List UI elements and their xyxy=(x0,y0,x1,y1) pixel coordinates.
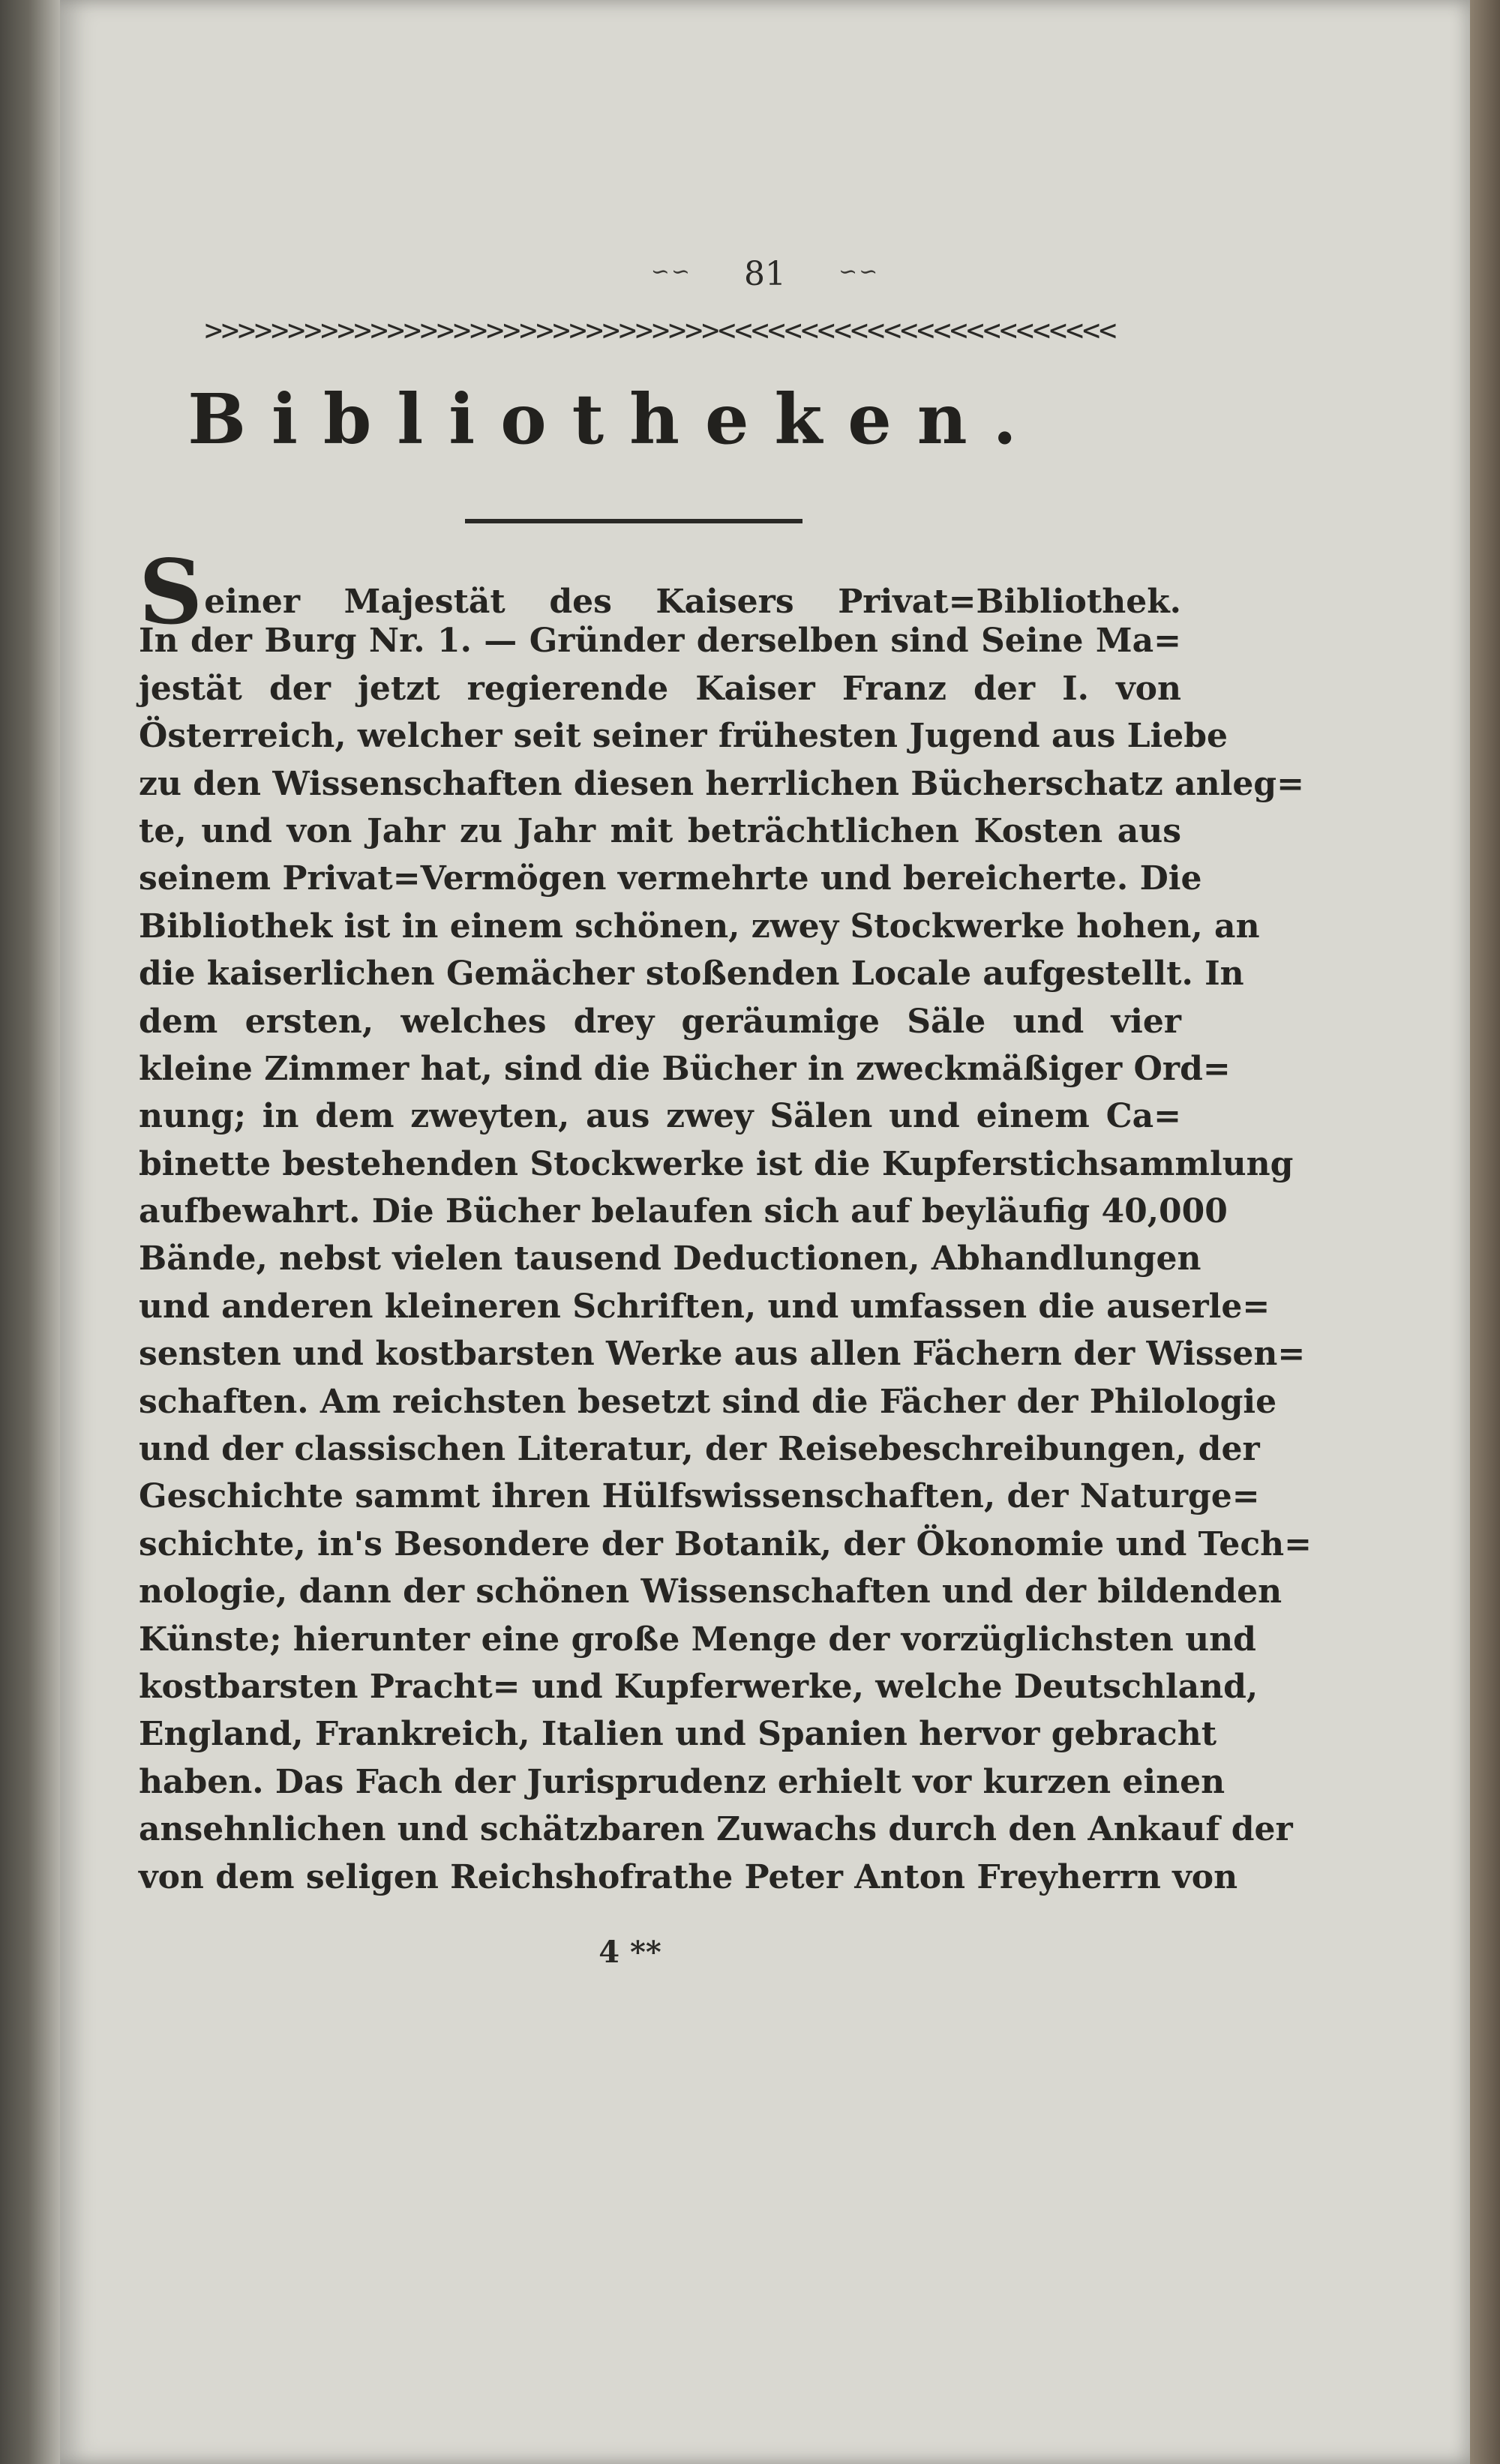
text-line: Seiner Majestät des Kaisers Privat=Bibliothek. xyxy=(139,540,1181,644)
text-line: haben. Das Fach der Jurisprudenz erhielt vor kurzen einen xyxy=(139,1762,1226,1801)
text-line: und der classischen Literatur, der Reisebeschreibungen, der xyxy=(139,1430,1260,1469)
text-line: die kaiserlichen Gemächer stoßenden Locale aufgestellt. In xyxy=(139,955,1244,994)
text-line: nung; in dem zweyten, aus zwey Sälen und einem Ca= xyxy=(139,1097,1181,1136)
page-title: Bibliotheken. xyxy=(188,379,1042,460)
arrow-ornament-rule: >>>>>>>>>>>>>>>>>>>>>>>>>>>>>>><<<<<<<<<<<<<<<<<<<<<<<< xyxy=(204,313,1116,348)
text-line: binette bestehenden Stockwerke ist die Kupferstichsammlung xyxy=(139,1144,1294,1183)
text-line: ansehnlichen und schätzbaren Zuwachs durch den Ankauf der xyxy=(139,1810,1293,1849)
body-text xyxy=(139,540,1312,1901)
title-divider xyxy=(465,519,802,523)
text-line: kleine Zimmer hat, sind die Bücher in zweckmäßiger Ord= xyxy=(139,1049,1231,1088)
text-line: aufbewahrt. Die Bücher belaufen sich auf beyläufig 40,000 xyxy=(139,1192,1228,1231)
header-ornament-right: ∽∽ xyxy=(838,259,880,285)
text-line: Österreich, welcher seit seiner frühesten Jugend aus Liebe xyxy=(139,717,1228,756)
text-line: und anderen kleineren Schriften, und umfassen die auserle= xyxy=(139,1287,1270,1326)
text-line: Künste; hierunter eine große Menge der vorzüglichsten und xyxy=(139,1620,1256,1659)
text-line: schaften. Am reichsten besetzt sind die Fächer der Philologie xyxy=(139,1382,1277,1421)
text-line: In der Burg Nr. 1. — Gründer derselben sind Seine Ma= xyxy=(139,622,1181,661)
text-line: Bände, nebst vielen tausend Deductionen, Abhandlungen xyxy=(139,1239,1202,1278)
page-number: 81 xyxy=(744,255,786,293)
text-line: seinem Privat=Vermögen vermehrte und bereicherte. Die xyxy=(139,859,1202,898)
signature-mark: 4 ** xyxy=(598,1935,662,1970)
text-line: Bibliothek ist in einem schönen, zwey Stockwerke hohen, an xyxy=(139,907,1260,946)
text-line: England, Frankreich, Italien und Spanien hervor gebracht xyxy=(139,1715,1217,1754)
text-line: nologie, dann der schönen Wissenschaften und der bildenden xyxy=(139,1572,1282,1611)
drop-cap: S xyxy=(139,540,203,644)
text-line: dem ersten, welches drey geräumige Säle und vier xyxy=(139,1002,1181,1041)
book-page xyxy=(60,0,1470,2464)
text-line: Geschichte sammt ihren Hülfswissenschaften, der Naturge= xyxy=(139,1477,1260,1516)
text-line: kostbarsten Pracht= und Kupferwerke, welche Deutschland, xyxy=(139,1667,1258,1706)
text-line: schichte, in's Besondere der Botanik, der Ökonomie und Tech= xyxy=(139,1524,1312,1563)
text-line: sensten und kostbarsten Werke aus allen Fächern der Wissen= xyxy=(139,1335,1306,1374)
text-line: te, und von Jahr zu Jahr mit beträchtlichen Kosten aus xyxy=(139,811,1181,850)
text-line: zu den Wissenschaften diesen herrlichen Bücherschatz anleg= xyxy=(139,764,1304,803)
page-header xyxy=(60,255,1470,293)
header-ornament-left: ∽∽ xyxy=(650,259,692,285)
text-line: von dem seligen Reichshofrathe Peter Anton Freyherrn von xyxy=(139,1857,1238,1896)
text-line: jestät der jetzt regierende Kaiser Franz der I. von xyxy=(139,669,1181,708)
